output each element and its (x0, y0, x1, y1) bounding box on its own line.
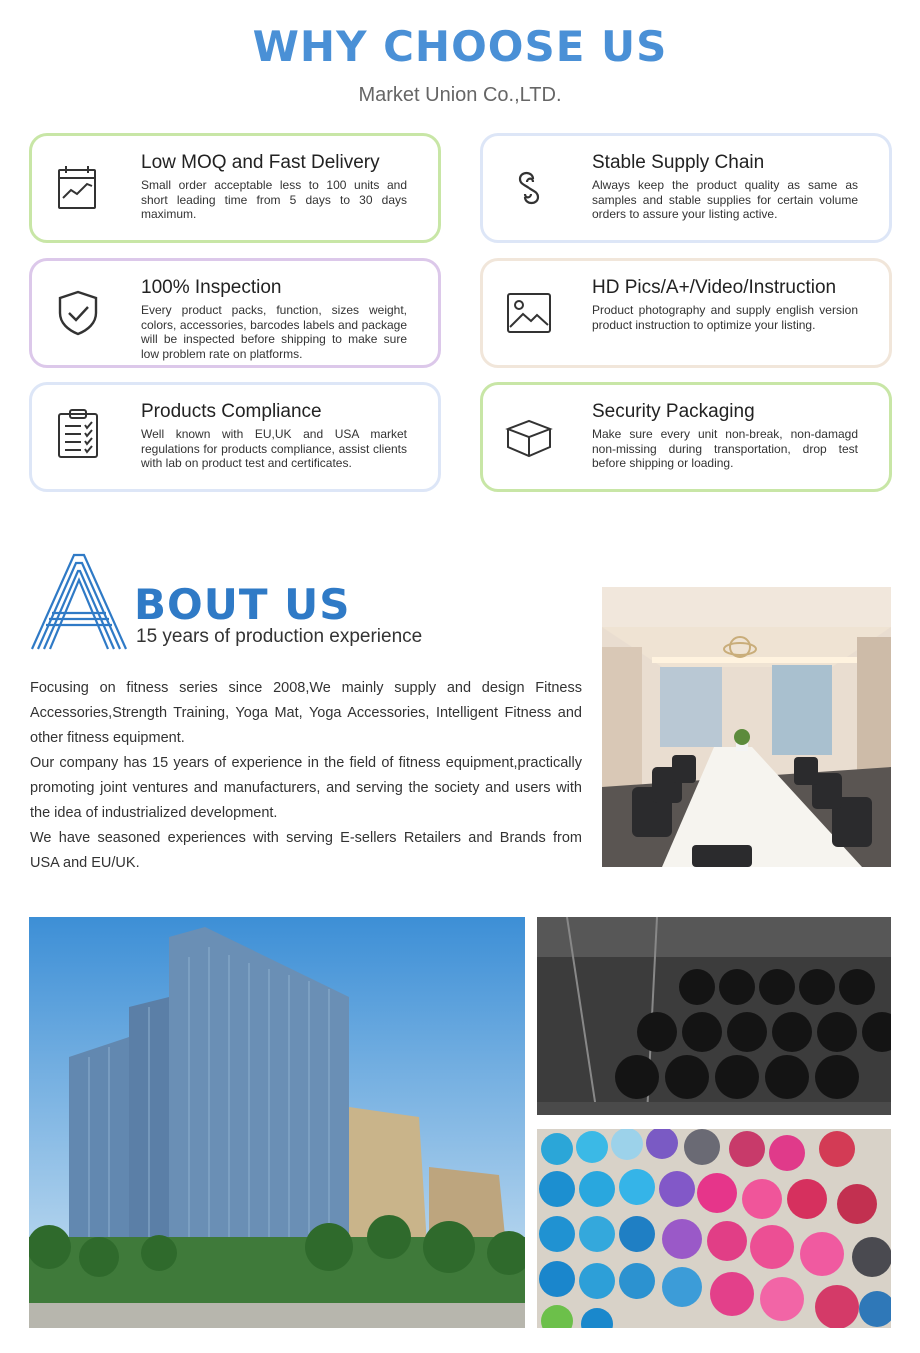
feature-desc: Every product packs, function, sizes weight, colors, accessories, barcodes labels and package will be inspected before shipping to make sure low problem rate on platforms. (141, 303, 407, 361)
feature-card-hd-pics (480, 258, 892, 368)
chart-calendar-icon (52, 162, 104, 214)
chain-link-icon (503, 162, 555, 214)
feature-desc: Always keep the product quality as same as samples and stable supplies for certain volume orders to assure your listing active. (592, 178, 858, 221)
feature-desc: Make sure every unit non-break, non-damagd non-missing during transportation, drop test before shipping or loading. (592, 427, 858, 470)
feature-card-packaging (480, 382, 892, 492)
yoga-mats-photo (537, 1129, 891, 1328)
about-subtitle: 15 years of production experience (136, 626, 423, 647)
feature-card-compliance (29, 382, 441, 492)
dumbbell-rack-photo (537, 917, 891, 1115)
feature-card-low-moq (29, 133, 441, 243)
feature-card-inspection (29, 258, 441, 368)
image-icon (503, 287, 555, 339)
meeting-room-photo (602, 587, 891, 867)
feature-desc: Product photography and supply english version product instruction to optimize your listing. (592, 303, 858, 332)
page-title: WHY CHOOSE US (252, 22, 668, 71)
about-paragraph: We have seasoned experiences with serving E-sellers Retailers and Brands from USA and EU/UK. (30, 830, 582, 871)
office-building-photo (29, 917, 525, 1328)
feature-desc: Small order acceptable less to 100 units and short leading time from 5 days to 30 days maximum. (141, 178, 407, 221)
feature-title: 100% Inspection (141, 277, 282, 298)
about-paragraph: Our company has 15 years of experience in the field of fitness equipment,practically promoting joint ventures and manufacturers, and serving the society and users with the idea of industrialized development. (30, 755, 582, 821)
feature-title: Products Compliance (141, 401, 322, 422)
about-letter-logo (30, 553, 128, 651)
feature-title: Security Packaging (592, 401, 755, 422)
company-name: Market Union Co.,LTD. (358, 84, 562, 106)
feature-title: HD Pics/A+/Video/Instruction (592, 277, 837, 298)
feature-title: Low MOQ and Fast Delivery (141, 152, 380, 173)
about-title: BOUT US (134, 580, 351, 629)
about-paragraph: Focusing on fitness series since 2008,We mainly supply and design Fitness Accessories,Strength Training, Yoga Mat, Yoga Accessories, Intelligent Fitness and other fitness equipment. (30, 680, 582, 746)
feature-card-supply-chain (480, 133, 892, 243)
feature-desc: Well known with EU,UK and USA market regulations for products compliance, assist clients with lab on product test and certificates. (141, 427, 407, 470)
box-icon (503, 411, 555, 463)
about-text (30, 676, 582, 876)
clipboard-checklist-icon (52, 407, 104, 459)
feature-title: Stable Supply Chain (592, 152, 765, 173)
shield-check-icon (52, 287, 104, 339)
